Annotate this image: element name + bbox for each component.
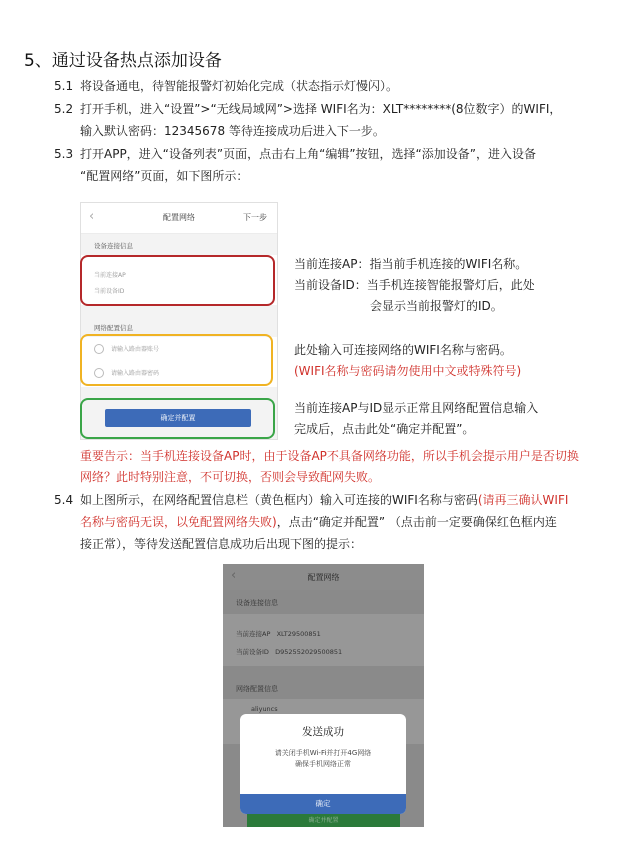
annotation-warning-line: (WIFI名称与密码请勿使用中文或特殊符号) [294, 364, 522, 378]
step-text: 将设备通电，待智能报警灯初始化完成（状态指示灯慢闪）。 [80, 79, 399, 93]
step-text-line1: 打开手机，进入“设置”>“无线局域网”>选择 WIFI名为：XLT********(8位数字）的WIFI， [80, 102, 562, 116]
annotation-line: 此处输入可连接网络的WIFI名称与密码。 [294, 343, 512, 357]
step-text-line2: 输入默认密码：12345678 等待连接成功后进入下一步。 [80, 124, 385, 138]
current-device-id-value: D952552029500851 [275, 648, 343, 656]
step-text-line1: 打开APP，进入“设备列表”页面，点击右上角“编辑”按钮，选择“添加设备”，进入设备 [80, 147, 536, 161]
screen-title: 配置网络 [307, 573, 340, 582]
annotation-line: 完成后，点击此处“确定并配置”。 [294, 422, 475, 436]
notice-line: 重要告示：当手机连接设备AP时，由于设备AP不具备网络功能，所以手机会提示用户是否切换 [80, 449, 579, 463]
send-success-screenshot [223, 564, 424, 827]
send-success-dialog [240, 714, 406, 814]
step-text-line3: 接正常），等待发送配置信息成功后出现下图的提示： [80, 537, 363, 551]
step-text: ，点击“确定并配置” （点击前一定要确保红色框内连 [276, 515, 557, 529]
annotation-line: 当前连接AP与ID显示正常且网络配置信息输入 [294, 401, 539, 415]
dialog-confirm-button[interactable]: 确定 [240, 794, 406, 814]
nav-bar [223, 564, 424, 590]
yellow-highlight-box [80, 334, 273, 386]
step-text: 如上图所示，在网络配置信息栏（黄色框内）输入可连接的WIFI名称与密码 [80, 493, 478, 507]
back-chevron-icon[interactable]: ‹ [231, 568, 237, 583]
wifi-password-input[interactable]: 请输入路由器密码 [111, 370, 160, 377]
section-heading: 5、通过设备热点添加设备 [24, 51, 222, 71]
step-number: 5.3 [54, 147, 74, 161]
device-connection-section-label: 设备连接信息 [236, 599, 278, 607]
annotation-line: 当前设备ID：当手机连接智能报警灯后，此处 [294, 278, 535, 292]
notice-line: 网络？此时特别注意，不可切换，否则会导致配网失败。 [80, 470, 381, 484]
current-device-id-row [236, 647, 342, 656]
current-ap-row [236, 629, 321, 638]
network-config-section-label: 网络配置信息 [236, 685, 278, 693]
step-text-line2 [80, 512, 557, 533]
current-device-id-label: 当前设备ID [236, 648, 269, 656]
annotation-yellow [294, 340, 521, 382]
step-5-4 [54, 490, 620, 556]
dialog-message-line: 请关闭手机Wi-Fi并打开4G网络 [274, 749, 372, 757]
step-warning-text: 名称与密码无误，以免配置网络失败) [80, 515, 277, 529]
nav-bar [81, 203, 277, 234]
red-highlight-box [80, 255, 275, 306]
step-text-line1 [80, 490, 568, 511]
confirm-configure-button[interactable]: 确定并配置 [247, 814, 400, 827]
step-number: 5.2 [54, 102, 74, 116]
confirm-configure-button[interactable]: 确定并配置 [105, 409, 251, 427]
step-warning-text: (请再三确认WIFI [477, 493, 569, 507]
annotation-green [294, 398, 538, 440]
device-connection-card [223, 614, 424, 666]
step-text-line2: “配置网络”页面，如下图所示： [80, 169, 249, 183]
current-ap-label: 当前连接AP [236, 630, 271, 638]
step-number: 5.1 [54, 79, 74, 93]
dialog-title: 发送成功 [302, 726, 344, 738]
current-device-id-label: 当前设备ID [94, 288, 125, 295]
current-ap-value: XLT29500851 [276, 630, 321, 638]
device-connection-section-label: 设备连接信息 [94, 242, 133, 250]
back-chevron-icon[interactable]: ‹ [89, 209, 95, 224]
wifi-name-input[interactable]: 请输入路由器账号 [111, 346, 160, 353]
annotation-red [294, 254, 535, 317]
step-5-2 [54, 99, 614, 143]
step-5-1 [54, 76, 614, 98]
annotation-line: 会显示当前报警灯的ID。 [370, 299, 503, 313]
annotation-line: 当前连接AP：指当前手机连接的WIFI名称。 [294, 257, 528, 271]
screen-title: 配置网络 [163, 213, 195, 222]
network-config-section-label: 网络配置信息 [94, 324, 133, 332]
dialog-message-line: 确保手机网络正常 [295, 760, 351, 768]
important-notice [80, 446, 620, 488]
next-step-button[interactable]: 下一步 [243, 213, 267, 222]
wifi-name-value: aliyuncs [251, 705, 278, 713]
step-5-3 [54, 144, 614, 188]
current-ap-label: 当前连接AP [94, 272, 126, 279]
dialog-message [240, 748, 406, 770]
green-highlight-box [80, 398, 275, 439]
step-number: 5.4 [54, 493, 74, 507]
